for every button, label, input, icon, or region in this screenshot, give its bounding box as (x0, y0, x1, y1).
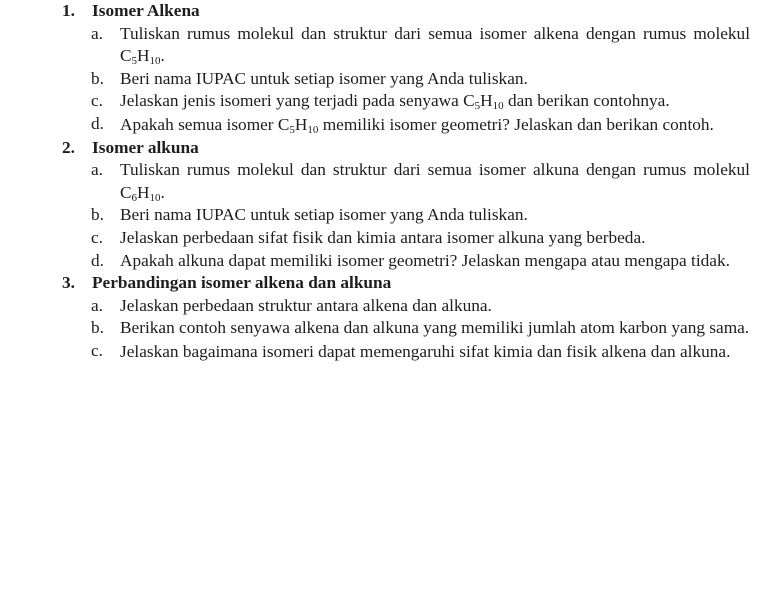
section-number: 3. (62, 273, 75, 293)
section-title: Perbandingan isomer alkena dan alkuna (92, 273, 392, 293)
item-letter: c. (91, 227, 103, 247)
question-item (0, 113, 750, 137)
section-heading (0, 137, 777, 160)
item-letter: c. (91, 340, 103, 360)
question-item (0, 90, 750, 113)
section-heading (0, 0, 777, 23)
item-letter: c. (91, 91, 103, 111)
item-letter: d. (91, 250, 104, 270)
section-title: Isomer Alkena (92, 1, 200, 20)
item-text: Beri nama IUPAC untuk setiap isomer yang Anda tuliskan. (120, 68, 528, 88)
question-item (0, 227, 750, 250)
section-perbandingan (0, 272, 777, 363)
question-item (0, 295, 750, 318)
item-letter: b. (91, 68, 104, 88)
item-text: Apakah semua isomer $C_5H_{10}$ memiliki isomer geometri? Jelaskan dan berikan contoh. (120, 114, 714, 136)
question-item (0, 159, 750, 204)
section-number: 2. (62, 137, 75, 157)
section-isomer-alkena (0, 0, 777, 137)
section-title: Isomer alkuna (92, 137, 199, 157)
section-isomer-alkuna (0, 137, 777, 273)
question-item (0, 317, 750, 340)
question-item (0, 23, 750, 68)
question-item (0, 68, 750, 91)
item-text: Berikan contoh senyawa alkena dan alkuna yang memiliki jumlah atom karbon yang sama. (120, 318, 750, 338)
item-letter: a. (91, 23, 103, 43)
item-letter: a. (91, 160, 103, 180)
item-text: Jelaskan perbedaan sifat fisik dan kimia antara isomer alkuna yang berbeda. (120, 227, 646, 247)
question-item (0, 340, 750, 364)
item-letter: a. (91, 295, 103, 315)
item-text: Jelaskan jenis isomeri yang terjadi pada senyawa $C_5H_{10}$ dan berikan contohnya. (120, 91, 670, 113)
item-letter: d. (91, 113, 104, 133)
section-number: 1. (62, 1, 75, 20)
item-letter: b. (91, 318, 104, 338)
section-heading (0, 272, 777, 295)
item-text: Tuliskan rumus molekul dan struktur dari semua isomer alkena dengan rumus molekul $C_5H_{10}$. (120, 23, 750, 68)
question-item (0, 204, 750, 227)
item-text: Jelaskan bagaimana isomeri dapat memengaruhi sifat kimia dan fisik alkena dan alkuna. (120, 341, 731, 361)
item-text: Tuliskan rumus molekul dan struktur dari semua isomer alkuna dengan rumus molekul $C_6H_{10}$. (120, 160, 750, 204)
item-text: Apakah alkuna dapat memiliki isomer geometri? Jelaskan mengapa atau mengapa tidak. (120, 250, 730, 270)
item-text: Jelaskan perbedaan struktur antara alkena dan alkuna. (120, 295, 492, 315)
item-letter: b. (91, 205, 104, 225)
question-item (0, 250, 750, 273)
item-text: Beri nama IUPAC untuk setiap isomer yang Anda tuliskan. (120, 205, 528, 225)
